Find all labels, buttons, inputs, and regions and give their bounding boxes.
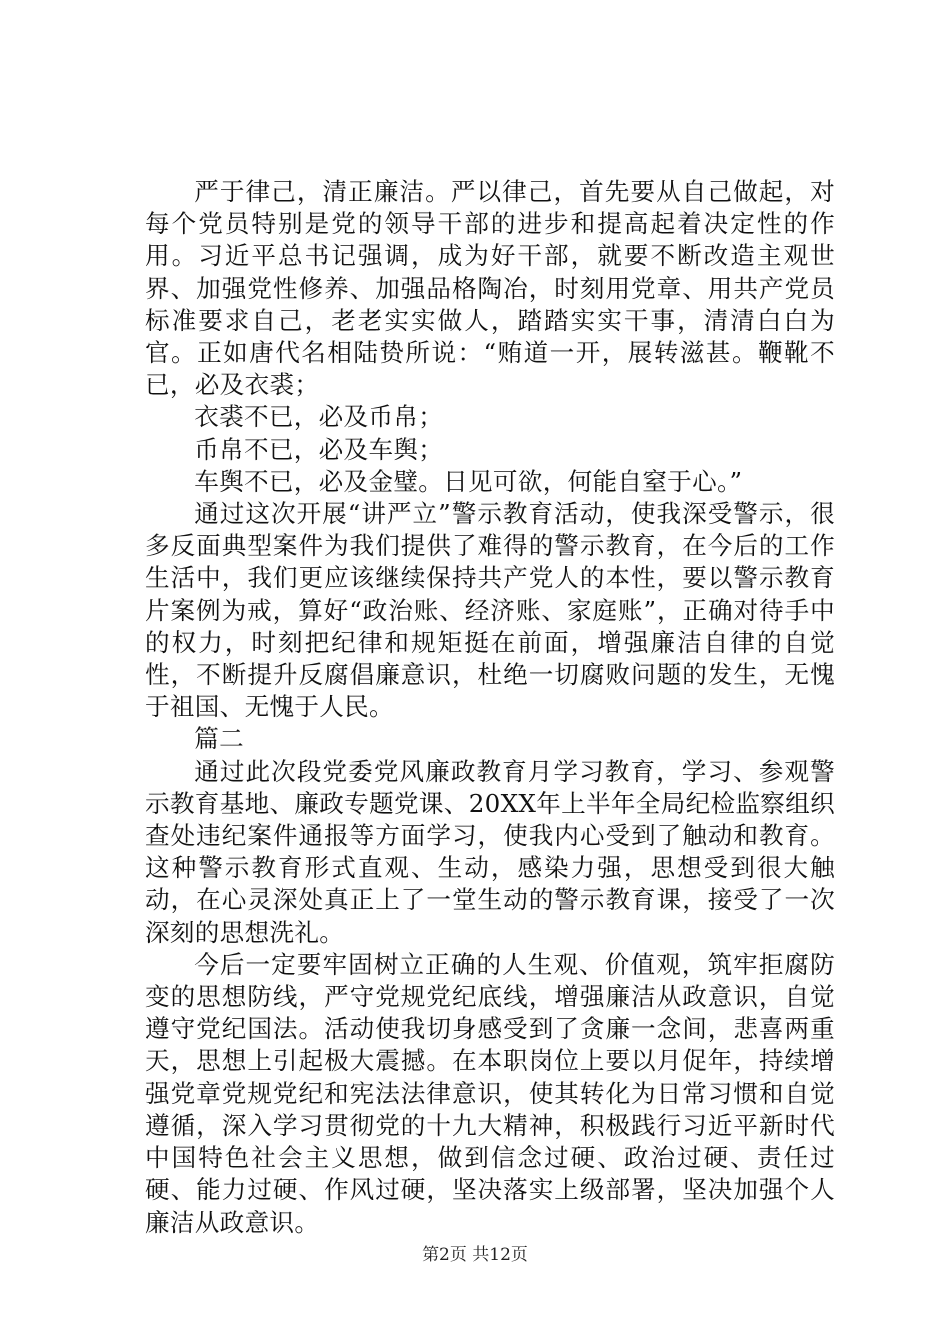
paragraph-2: 衣裘不已，必及币帛； [194, 402, 444, 432]
page-footer [0, 1243, 950, 1267]
paragraph-1: 严于律己，清正廉洁。严以律己，首先要从自己做起，对每个党员特别是党的领导干部的进步和提高起着决定性的作用。习近平总书记强调，成为好干部，就要不断改造主观世界、加强党性修养、加强品格陶冶，时刻用党章、用共产党员标准要求自己，老老实实做人，踏踏实实干事，清清白白为官。正如唐代名相陆贽所说：“贿道一开，展转滋甚。鞭靴不已，必及衣裘； [145, 177, 835, 400]
section-heading-part-two: 篇二 [194, 724, 244, 754]
paragraph-5: 通过这次开展“讲严立”警示教育活动，使我深受警示，很多反面典型案件为我们提供了难得的警示教育，在今后的工作生活中，我们更应该继续保持共产党人的本性，要以警示教育片案例为戒，算好“政治账、经济账、家庭账”，正确对待手中的权力，时刻把纪律和规矩挺在前面，增强廉洁自律的自觉性，不断提升反腐倡廉意识，杜绝一切腐败问题的发生，无愧于祖国、无愧于人民。 [145, 499, 835, 722]
paragraph-3: 币帛不已，必及车舆； [194, 434, 444, 464]
page-indicator: 第2页 共12页 [422, 1245, 528, 1265]
paragraph-7: 今后一定要牢固树立正确的人生观、价值观，筑牢拒腐防变的思想防线，严守党规党纪底线，增强廉洁从政意识，自觉遵守党纪国法。活动使我切身感受到了贪廉一念间，悲喜两重天，思想上引起极大震撼。在本职岗位上要以月促年，持续增强党章党规党纪和宪法法律意识，使其转化为日常习惯和自觉遵循，深入学习贯彻党的十九大精神，积极践行习近平新时代中国特色社会主义思想，做到信念过硬、政治过硬、责任过硬、能力过硬、作风过硬，坚决落实上级部署，坚决加强个人廉洁从政意识。 [145, 949, 835, 1237]
paragraph-6: 通过此次段党委党风廉政教育月学习教育，学习、参观警示教育基地、廉政专题党课、20XX年上半年全局纪检监察组织查处违纪案件通报等方面学习，使我内心受到了触动和教育。这种警示教育形式直观、生动，感染力强，思想受到很大触动，在心灵深处真正上了一堂生动的警示教育课，接受了一次深刻的思想洗礼。 [145, 756, 835, 947]
document-body [145, 176, 835, 1239]
paragraph-4: 车舆不已，必及金璧。日见可欲，何能自窒于心。” [194, 466, 743, 496]
